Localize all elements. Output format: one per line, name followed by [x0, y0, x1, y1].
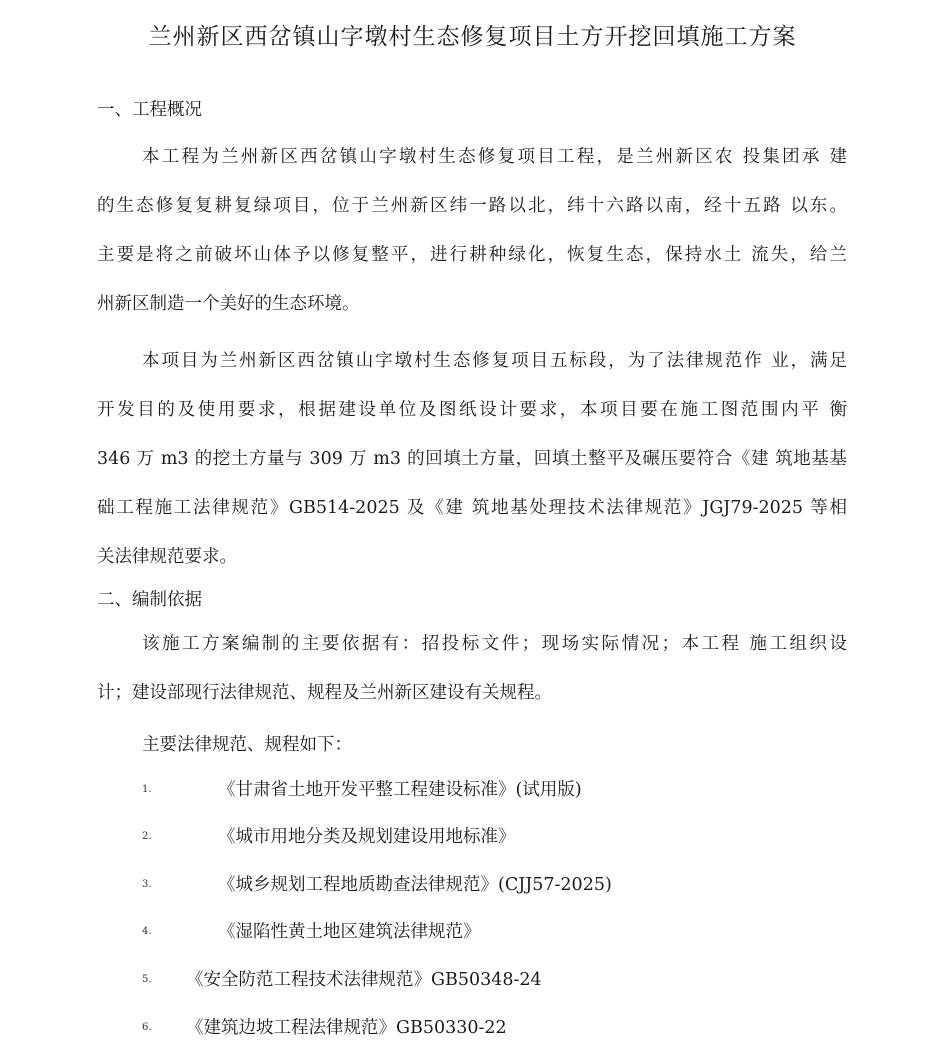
list-text: 《甘肃省土地开发平整工程建设标准》(试用版) — [218, 780, 582, 800]
document-title: 兰州新区西岔镇山字墩村生态修复项目土方开挖回填施工方案 — [148, 24, 797, 50]
paragraph-line: 的生态修复复耕复绿项目，位于兰州新区纬一路以北，纬十六路以南，经十五路 以东。 — [97, 196, 847, 216]
list-number: 1. — [142, 784, 152, 795]
paragraph-line: 础工程施工法律规范》GB514-2025 及《建 筑地基处理技术法律规范》JGJ79-2025 等相 — [97, 498, 847, 518]
list-number: 6. — [142, 1022, 152, 1033]
list-number: 2. — [142, 831, 152, 842]
paragraph-line: 计；建设部现行法律规范、规程及兰州新区建设有关规程。 — [97, 683, 552, 703]
paragraph-line: 346 万 m3 的挖土方量与 309 万 m3 的回填土方量，回填土整平及碾压要符合《建 筑地基基 — [97, 449, 847, 469]
list-text: 《城乡规划工程地质勘查法律规范》(CJJ57-2025) — [218, 875, 612, 895]
list-text: 《湿陷性黄土地区建筑法律规范》 — [218, 922, 481, 942]
section-heading-overview: 一、工程概况 — [97, 100, 202, 120]
list-number: 3. — [142, 879, 152, 890]
standards-intro: 主要法律规范、规程如下： — [142, 735, 352, 755]
paragraph-line: 该施工方案编制的主要依据有：招投标文件；现场实际情况；本工程 施工组织设 — [142, 634, 847, 654]
paragraph-line: 本项目为兰州新区西岔镇山字墩村生态修复项目五标段，为了法律规范作 业，满足 — [142, 351, 847, 371]
list-number: 5. — [142, 974, 152, 985]
list-text: 《安全防范工程技术法律规范》GB50348-24 — [186, 970, 542, 990]
basis-paragraph-1 — [97, 620, 847, 718]
paragraph-line: 主要是将之前破坏山体予以修复整平，进行耕种绿化，恢复生态，保持水土 流失，给兰 — [97, 245, 847, 265]
overview-paragraph-1 — [97, 133, 847, 329]
paragraph-line: 关法律规范要求。 — [97, 547, 237, 567]
paragraph-line: 州新区制造一个美好的生态环境。 — [97, 294, 360, 314]
overview-paragraph-2 — [97, 337, 847, 582]
section-heading-basis: 二、编制依据 — [97, 590, 202, 610]
paragraph-line: 开发目的及使用要求，根据建设单位及图纸设计要求，本项目要在施工图范围内平 衡 — [97, 400, 847, 420]
list-number: 4. — [142, 926, 152, 937]
list-text: 《城市用地分类及规划建设用地标准》 — [218, 827, 516, 847]
paragraph-line: 本工程为兰州新区西岔镇山字墩村生态修复项目工程，是兰州新区农 投集团承 建 — [142, 147, 847, 167]
list-text: 《建筑边坡工程法律规范》GB50330-22 — [186, 1018, 507, 1038]
